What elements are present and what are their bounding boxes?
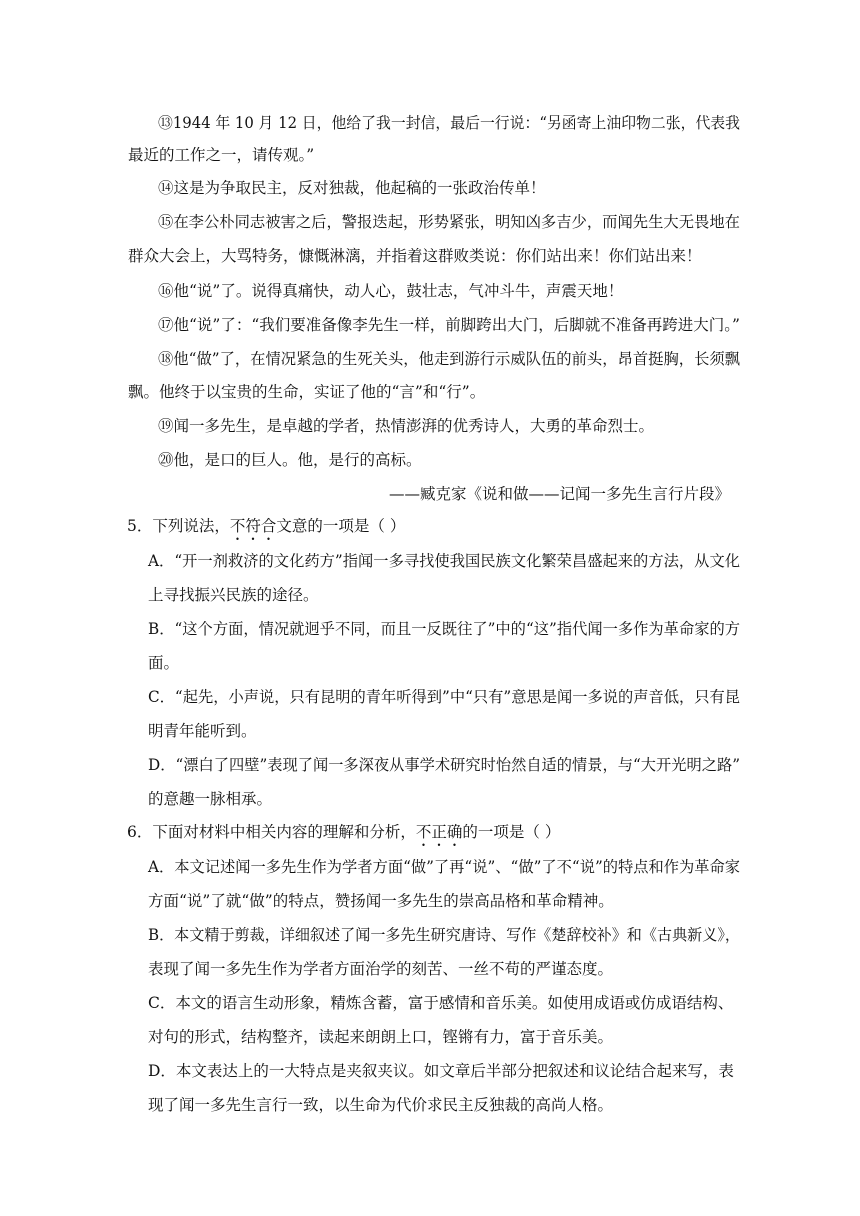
paragraph-13-line-2: 最近的工作之一，请传观。” [128,146,315,164]
question-5-stem [127,516,405,544]
question-5-option-c-line-1: C．“起先，小声说，只有昆明的青年听得到”中“只有”意思是闻一多说的声音低，只有昆 [148,688,740,706]
question-6-stem [127,822,560,850]
question-5-option-b-line-2: 面。 [148,654,180,672]
paragraph-15-line-1: ⑮在李公朴同志被害之后，警报迭起，形势紧张，明知凶多吉少，而闻先生大无畏地在 [158,213,741,231]
question-5-stem-start: 5．下列说法， [127,517,230,535]
paragraph-18-line-2: 飘。他终于以宝贵的生命，实证了他的“言”和“行”。 [128,383,486,401]
question-6-option-b-line-2: 表现了闻一多先生作为学者方面治学的刻苦、一丝不苟的严谨态度。 [148,960,614,978]
question-6-emphasis: 不正确 [415,823,463,841]
paragraph-17: ⑰他“说”了：“我们要准备像李先生一样，前脚跨出大门，后脚就不准备再跨进大门。” [158,316,740,334]
question-6-option-a-line-1: A．本文记述闻一多先生作为学者方面“做”了再“说”、“做”了不“说”的特点和作为革命家 [148,858,741,876]
paragraph-15-line-2: 群众大会上，大骂特务，慷慨淋漓，并指着这群败类说：你们站出来！你们站出来！ [128,247,702,265]
paragraph-16: ⑯他“说”了。说得真痛快，动人心，鼓壮志，气冲斗牛，声震天地！ [158,282,624,300]
question-6-stem-end: 的一项是（ ） [462,823,561,841]
question-6-option-d-line-1: D．本文表达上的一大特点是夹叙夹议。如文章后半部分把叙述和议论结合起来写，表 [148,1062,734,1080]
question-6-stem-start: 6．下面对材料中相关内容的理解和分析， [127,823,416,841]
question-5-option-d-line-2: 的意趣一脉相承。 [148,790,273,808]
paragraph-13-line-1: ⑬1944 年 10 月 12 日，他给了我一封信，最后一行说：“另函寄上油印物二张，代表我 [158,114,741,132]
paragraph-19: ⑲闻一多先生，是卓越的学者，热情澎湃的优秀诗人，大勇的革命烈士。 [158,417,655,435]
question-5-emphasis: 不符合 [229,517,277,535]
question-6-option-b-line-1: B．本文精于剪裁，详细叙述了闻一多先生研究唐诗、写作《楚辞校补》和《古典新义》， [148,926,740,944]
question-5-option-b-line-1: B．“这个方面，情况就迥乎不同，而且一反既往了”中的“这”指代闻一多作为革命家的方 [148,620,741,638]
question-5-option-c-line-2: 明青年能听到。 [148,722,257,740]
question-5-stem-end: 文意的一项是（ ） [276,517,406,535]
question-6-option-c-line-1: C．本文的语言生动形象，精炼含蓄，富于感情和音乐美。如使用成语或仿成语结构、 [148,994,734,1012]
question-5-option-a-line-1: A．“开一剂救济的文化药方”指闻一多寻找使我国民族文化繁荣昌盛起来的方法，从文化 [148,552,741,570]
question-5-option-a-line-2: 上寻找振兴民族的途径。 [148,586,319,604]
question-6-option-c-line-2: 对句的形式，结构整齐，读起来朗朗上口，铿锵有力，富于音乐美。 [148,1028,614,1046]
source-attribution: ——臧克家《说和做——记闻一多先生言行片段》 [388,485,730,503]
question-6-option-d-line-2: 现了闻一多先生言行一致，以生命为代价求民主反独裁的高尚人格。 [148,1096,614,1114]
question-5-option-d-line-1: D．“漂白了四壁”表现了闻一多深夜从事学术研究时怡然自适的情景，与“大开光明之路” [148,756,741,774]
paragraph-14: ⑭这是为争取民主，反对独裁，他起稿的一张政治传单！ [158,179,546,197]
paragraph-20: ⑳他，是口的巨人。他，是行的高标。 [158,451,422,469]
paragraph-18-line-1: ⑱他“做”了，在情况紧急的生死关头，他走到游行示威队伍的前头，昂首挺胸，长须飘 [158,350,740,368]
question-6-option-a-line-2: 方面“说”了就“做”的特点，赞扬闻一多先生的崇高品格和革命精神。 [148,892,614,910]
